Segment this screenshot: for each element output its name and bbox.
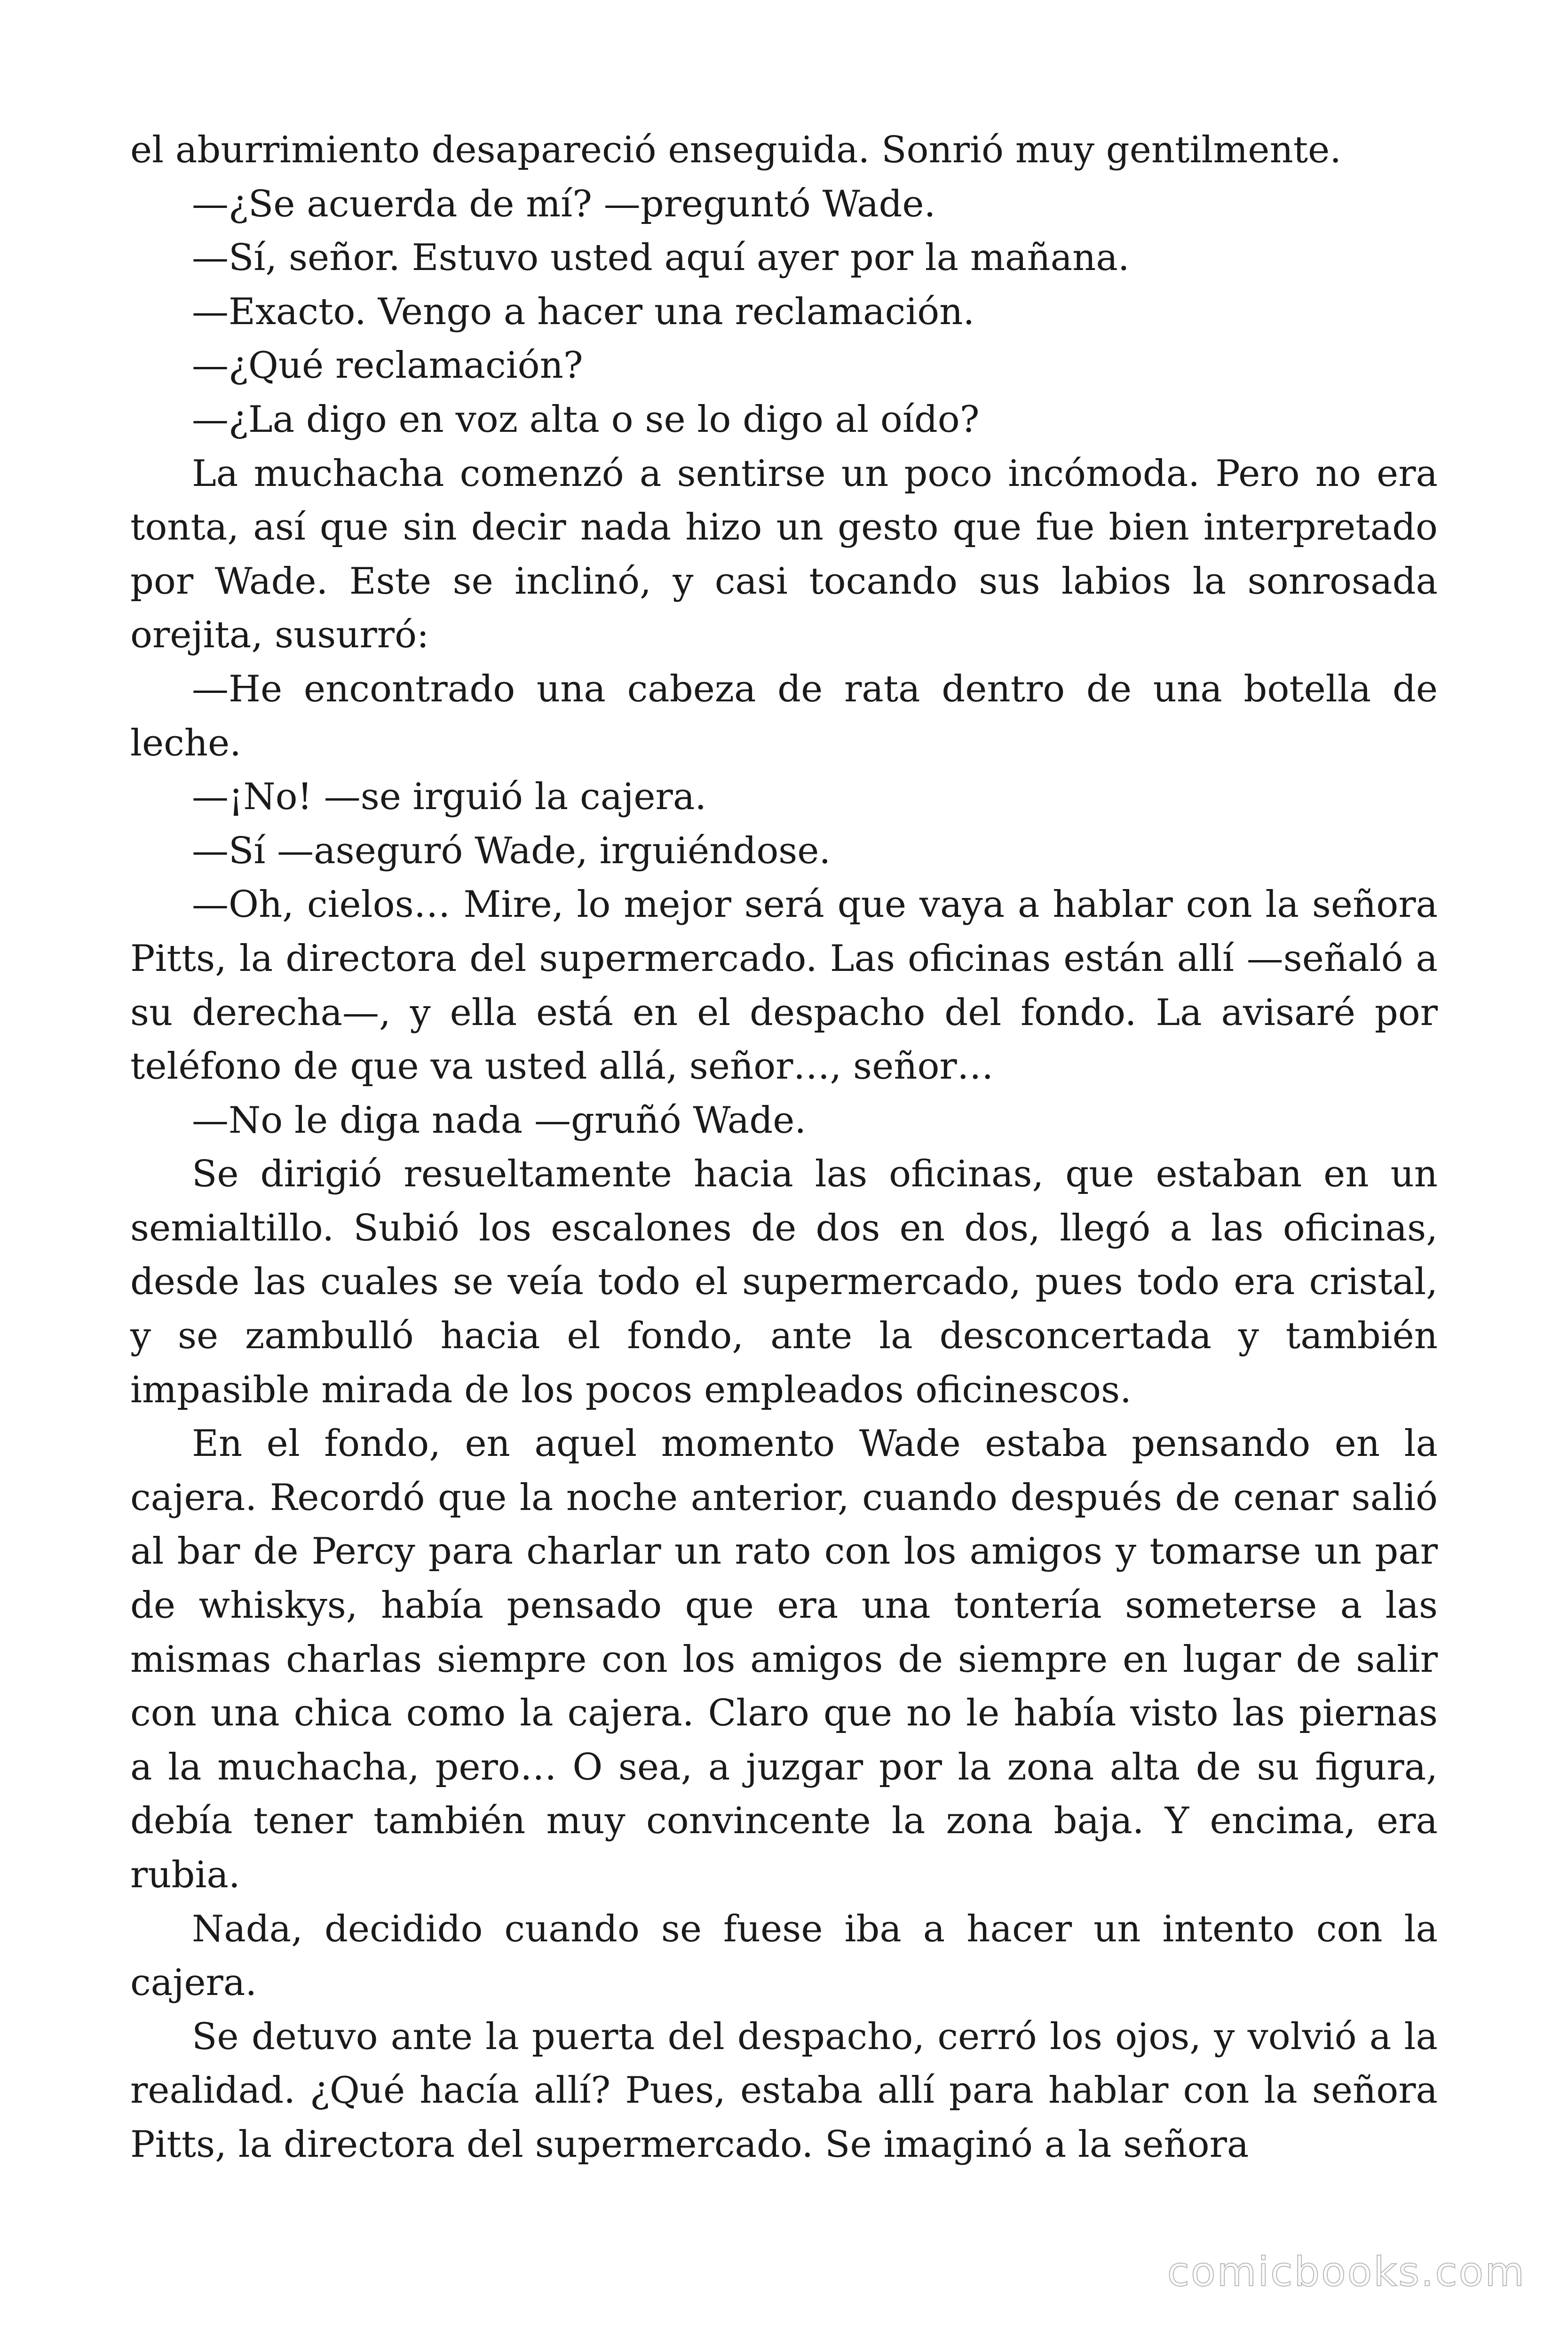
body-text xyxy=(130,123,1438,2172)
paragraph-dialogue: —¿Qué reclamación? xyxy=(192,344,583,387)
paragraph-dialogue: —He encontrado una cabeza de rata dentro de una botella de leche. xyxy=(130,667,1438,764)
paragraph-dialogue: —¿La digo en voz alta o se lo digo al oído? xyxy=(192,398,980,441)
paragraph-dialogue: —¿Se acuerda de mí? —preguntó Wade. xyxy=(192,183,936,225)
paragraph-dialogue: —¡No! —se irguió la cajera. xyxy=(192,776,707,818)
paragraph-continuation: el aburrimiento desapareció enseguida. Sonrió muy gentilmente. xyxy=(130,129,1341,171)
paragraph: Se dirigió resueltamente hacia las oficinas, que estaban en un semialtillo. Subió los escalones de dos en dos, llegó a las oficinas, desde las cuales se veía todo el supermercado, pues todo era cristal, y se zambulló hacia el fondo, ante la desconcertada y también impasible mirada de los pocos empleados oficinescos. xyxy=(130,1153,1438,1411)
paragraph: Se detuvo ante la puerta del despacho, cerró los ojos, y volvió a la realidad. ¿Qué hacía allí? Pues, estaba allí para hablar con la señora Pitts, la directora del supermercado. Se imaginó a la señora xyxy=(130,2015,1438,2166)
paragraph-dialogue: —Sí, señor. Estuvo usted aquí ayer por la mañana. xyxy=(192,237,1130,279)
paragraph: En el fondo, en aquel momento Wade estaba pensando en la cajera. Recordó que la noche anterior, cuando después de cenar salió al bar de Percy para charlar un rato con los amigos y tomarse un par de whiskys, había pensado que era una tontería someterse a las mismas charlas siempre con los amigos de siempre en lugar de salir con una chica como la cajera. Claro que no le había visto las piernas a la muchacha, pero… O sea, a juzgar por la zona alta de su figura, debía tener también muy convincente la zona baja. Y encima, era rubia. xyxy=(130,1422,1438,1896)
paragraph-dialogue: —Oh, cielos… Mire, lo mejor será que vaya a hablar con la señora Pitts, la directora del supermercado. Las oficinas están allí —señaló a su derecha—, y ella está en el despacho del fondo. La avisaré por teléfono de que va usted allá, señor…, señor… xyxy=(130,883,1438,1088)
paragraph-dialogue: —Exacto. Vengo a hacer una reclamación. xyxy=(192,290,975,333)
paragraph-dialogue: —Sí —aseguró Wade, irguiéndose. xyxy=(192,829,831,872)
watermark-logo: comicbooks.com xyxy=(1167,2249,1526,2296)
paragraph-dialogue: —No le diga nada —gruñó Wade. xyxy=(192,1099,807,1142)
paragraph: Nada, decidido cuando se fuese iba a hacer un intento con la cajera. xyxy=(130,1907,1438,2004)
paragraph: La muchacha comenzó a sentirse un poco incómoda. Pero no era tonta, así que sin decir nada hizo un gesto que fue bien interpretado por Wade. Este se inclinó, y casi tocando sus labios la sonrosada orejita, susurró: xyxy=(130,452,1438,657)
